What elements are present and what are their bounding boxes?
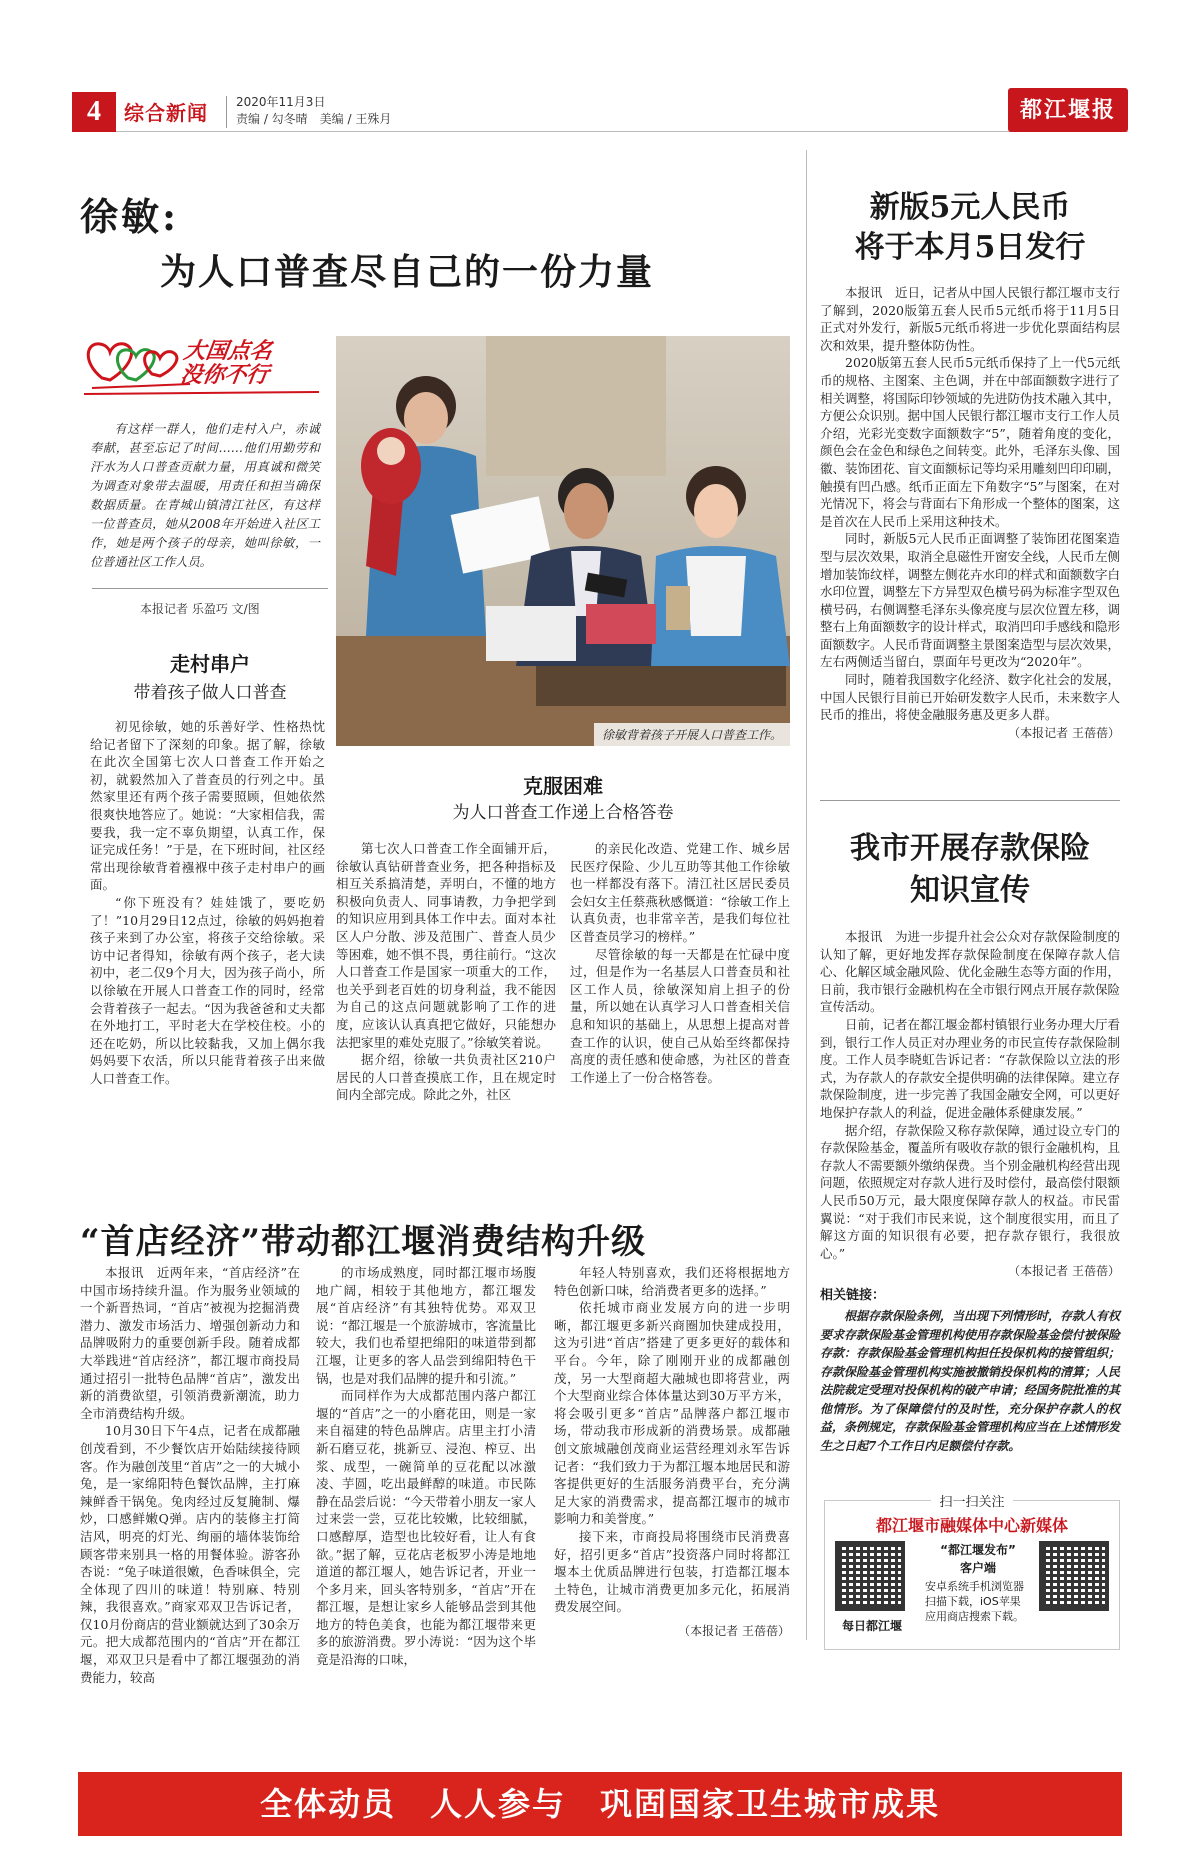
campaign-slogan xyxy=(179,340,274,388)
paragraph: 年轻人特别喜欢，我们还将根据地方特色创新口味，给消费者更多的选择。” xyxy=(554,1265,790,1298)
related-heading: 相关链接： xyxy=(820,1288,886,1303)
qr-app-name: “都江堰发布” xyxy=(940,1543,1016,1557)
deposit-headline-2: 知识宣传 xyxy=(910,873,1030,908)
qr-left-label: 每日都江堰 xyxy=(841,1619,902,1633)
paragraph: “你下班没有？娃娃饿了，要吃奶了！”10月29日12点过，徐敏的妈妈抱着孩子来到了办公室，将孩子交给徐敏。采访中记者得知，徐敏有两个孩子，老大读初中，老二仅9个月大，因为孩子尚小，所以徐敏在开展人口普查工作的同时，经常会背着孩子一起去。“因为我爸爸和丈夫都在外地打工，平时老大在学校住校。小的还在吃奶，所以比较黏我，又加上偶尔我妈妈要下农活，所以只能背着孩子出来做人口普查工作。 xyxy=(90,894,325,1086)
shop-column-1 xyxy=(80,1264,300,1686)
feature-photo xyxy=(336,336,790,746)
rmb-rule xyxy=(820,800,1120,801)
paragraph: 本报讯 近日，记者从中国人民银行都江堰市支行了解到，2020版第五套人民币5元纸币将于11月5日正式对外发行，新版5元纸币将进一步优化票面结构层次和效果，提升整体防伪性。 xyxy=(820,285,1121,353)
paragraph: 的亲民化改造、党建工作、城乡居民医疗保险、少儿互助等其他工作徐敏也一样都没有落下。清江社区居民委员会妇女主任蔡燕秋感慨道：“徐敏工作上认真负责，也非常辛苦，是我们每位社区普查员学习的榜样。” xyxy=(570,841,790,944)
section-title: 综合新闻 xyxy=(124,101,208,125)
deposit-headline xyxy=(820,828,1120,912)
paragraph: 据介绍，徐敏一共负责社区210户居民的人口普查摸底工作，且在规定时间内全部完成。除此之外，社区 xyxy=(336,1052,556,1103)
paragraph: 本报讯 近两年来，“首店经济”在中国市场持续升温。作为服务业领域的一个新晋热词，“首店”被视为挖掘消费潜力、激发市场活力、增强创新动力和品牌吸附力的重要创新手段。随着成都大举践进“首店经济”，都江堰市商投局通过招引一批特色品牌“首店”，激发出新的消费欲望，引领消费新潮流，助力全市消费结构升级。 xyxy=(80,1265,300,1421)
paragraph: 依托城市商业发展方向的进一步明晰，都江堰更多新兴商圈加快建成投用，这为引进“首店”搭建了更多更好的载体和平台。今年，除了刚刚开业的成都融创茂，另一大型商超大融城也即将营业，两个大型商业综合体体量达到30万平方米，将会吸引更多“首店”品牌落户都江堰市场，带动我市形成新的消费场景。成都融创文旅城融创茂商业运营经理刘永军告诉记者：“我们致力于为都江堰本地居民和游客提供更好的生活服务消费平台，充分满足大家的消费需求，提高都江堰市的城市影响力和美誉度。” xyxy=(554,1300,790,1527)
feature-name-line: 徐敏: xyxy=(80,194,180,239)
qr-code-right[interactable] xyxy=(1039,1541,1109,1611)
paragraph: 本报讯 为进一步提升社会公众对存款保险制度的认知了解，更好地发挥存款保险制度在保障存款人信心、化解区域金融风险、优化金融生态等方面的作用，日前，我市银行金融机构在全市银行网点开展存款保险宣传活动。 xyxy=(820,929,1121,1015)
qr-app-sub: 客户端 xyxy=(959,1561,996,1575)
intro-rule xyxy=(92,588,328,589)
census-photo-illustration xyxy=(336,336,790,746)
rmb-headline-2: 将于本月5日发行 xyxy=(854,230,1086,265)
deposit-headline-1: 我市开展存款保险 xyxy=(850,831,1090,866)
feature-column-1 xyxy=(90,718,325,1087)
shop-column-3 xyxy=(554,1264,790,1639)
paragraph: 尽管徐敏的每一天都是在忙碌中度过，但是作为一名基层人口普查员和社区工作人员，徐敏深知肩上担子的份量，所以她在认真学习人口普查相关信息和知识的基础上，从思想上提高对普查工作的认识，使自己从始至终都保持高度的责任感和使命感，为社区的普查工作递上了一份合格答卷。 xyxy=(570,946,790,1085)
masthead-divider xyxy=(226,96,227,128)
rmb-headline-1: 新版5元人民币 xyxy=(869,190,1071,225)
qr-code-left[interactable] xyxy=(835,1541,905,1611)
rmb-headline xyxy=(820,188,1120,268)
paragraph: 初见徐敏，她的乐善好学、性格热忱给记者留下了深刻的印象。据了解，徐敏在此次全国第七次人口普查工作开始之初，就毅然加入了普查员的行列之中。虽然家里还有两个孩子需要照顾，但她依然很爽快地答应了。她说：“大家相信我，需要我，我一定不辜负期望，认真工作，保证完成任务！”于是，在下班时间，社区经常出现徐敏背着襁褓中孩子走村串户的画面。 xyxy=(90,719,325,893)
column-divider xyxy=(806,150,807,1640)
issue-editors: 责编 / 勾冬晴 美编 / 王殊月 xyxy=(236,112,392,126)
feature-intro: 有这样一群人，他们走村入户，赤诚奉献，甚至忘记了时间……他们用勤劳和汗水为人口普查贡献力量，用真诚和微笑为调查对象带去温暖，用责任和担当确保数据质量。在青城山镇清江社区，有这样一位普查员，她从2008年开始进入社区工作，她是两个孩子的母亲，她叫徐敏，一位普通社区工作人员。 xyxy=(90,422,320,569)
paragraph: 第七次人口普查工作全面铺开后，徐敏认真钻研普查业务，把各种指标及相互关系搞清楚，弄明白，不懂的地方积极向负责人、同事请教，力争把学到的知识应用到具体工作中去。面对本社区人户分散、涉及范围广、普查人员少等困难，她不惧不畏，勇往前行。“这次人口普查工作是国家一项重大的工作，也关乎到老百姓的切身利益，我不能因为自己的这点问题就影响了工作的进度，应该认认真真把它做好，只能想办法把家里的难处克服了。”徐敏笑着说。 xyxy=(336,841,556,1050)
qr-panel xyxy=(824,1495,1120,1650)
feature-subhead-1: 走村串户 xyxy=(170,652,250,676)
paragraph: 接下来，市商投局将围绕市民消费喜好，招引更多“首店”投资落户同时将都江堰本土优质品牌进行包装，打造都江堰本土特色，让城市消费更加多元化，拓展消费发展空间。 xyxy=(554,1528,790,1615)
feature-subhead-2-sub: 为人口普查工作递上合格答卷 xyxy=(452,803,674,823)
qr-panel-title: 都江堰市融媒体中心新媒体 xyxy=(875,1516,1068,1535)
paragraph: 日前，记者在都江堰金都村镇银行业务办理大厅看到，银行工作人员正对办理业务的市民宣传存款保险制度。工作人员李晓虹告诉记者：“存款保险以立法的形式，为存款人的存款安全提供明确的法律保障。建立存款保险制度，进一步完善了我国金融安全网，可以更好地保护存款人的利益，促进金融体系健康发展。” xyxy=(820,1016,1121,1120)
shop-headline: “首店经济”带动都江堰消费结构升级 xyxy=(80,1222,647,1262)
masthead xyxy=(72,92,1128,132)
feature-column-2 xyxy=(336,840,556,1104)
photo-caption: 徐敏背着孩子开展人口普查工作。 xyxy=(594,723,790,746)
rmb-body xyxy=(820,284,1120,741)
feature-headline: 为人口普查尽自己的一份力量 xyxy=(160,252,655,293)
paragraph: 2020版第五套人民币5元纸币保持了上一代5元纸币的规格、主图案、主色调，并在中部面额数字进行了相关调整，将国际印钞领域的先进防伪技术融入其中，方便公众识别。据中国人民银行都江堰市支行工作人员介绍，光彩光变数字面额数字“5”，随着角度的变化，颜色会在金色和绿色之间转变。此外，毛泽东头像、国徽、装饰团花、盲文面额标记等均采用雕刻凹印印刷，触摸有凹凸感。纸币正面左下角数字“5”与图案，在对光情况下，将会与背面右下角形成一个整体的图案，这是首次在人民币上采用这种技术。 xyxy=(820,355,1121,529)
related-text: 根据存款保险条例，当出现下列情形时，存款人有权要求存款保险基金管理机构使用存款保险基金偿付被保险存款：存款保险基金管理机构担任投保机构的接管组织；存款保险基金管理机构实施被撤销投保机构的清算；人民法院裁定受理对投保机构的破产申请；经国务院批准的其他情形。为了保障偿付的及时性，充分保护存款人的权益，条例规定，存款保险基金管理机构应当在上述情形发生之日起7个工作日内足额偿付存款。 xyxy=(820,1309,1121,1453)
feature-column-3 xyxy=(570,840,790,1086)
campaign-slogan-2: 没你不行 xyxy=(178,363,271,388)
paragraph: 同时，随着我国数字化经济、数字化社会的发展，中国人民银行目前已开始研发数字人民币，未来数字人民币的推出，将使金融服务惠及更多人群。 xyxy=(820,672,1121,723)
issue-meta xyxy=(236,94,391,128)
paragraph: 同时，新版5元人民币正面调整了装饰团花图案造型与层次效果，取消全息磁性开窗安全线，人民币左侧增加装饰纹样，调整左侧花卉水印的样式和面额数字白水印位置，调整左下方异型双色横号码为标准字型双色横号码，右侧调整毛泽东头像亮度与层次位置左移，调整右上角面额数字的设计样式，取消凹印手感线和隐形面额数字。人民币背面调整主景图案造型与层次效果，左右两侧适当留白，票面年号更改为“2020年”。 xyxy=(820,531,1121,670)
qr-app-desc: 安卓系统手机浏览器扫描下载，iOS苹果应用商店搜索下载。 xyxy=(925,1580,1024,1623)
shop-column-2 xyxy=(316,1264,536,1669)
hearts-icon xyxy=(82,328,192,392)
related-box xyxy=(820,1284,1120,1455)
paper-logo: 都江堰报 xyxy=(1008,88,1128,132)
paragraph: 的市场成熟度，同时都江堰市场腹地广阔，相较于其他地方，都江堰发展“首店经济”有其独特优势。邓双卫说：“都江堰是一个旅游城市，客流量比较大，我们也希望把绵阳的味道带到都江堰，让更多的客人品尝到绵阳特色干锅，也是对我们品牌的提升和引流。” xyxy=(316,1265,536,1386)
paragraph: 而同样作为大成都范围内落户都江堰的“首店”之一的小磨花田，则是一家来自福建的特色品牌店。店里主打小清新石磨豆花，挑新豆、浸泡、榨豆、出浆、成型，一碗简单的豆花配以冰激凌、芋圆，吃出最鲜醇的味道。市民陈静在品尝后说：“今天带着小朋友一家人过来尝一尝，豆花比较嫩，比较细腻，口感醇厚，造型也比较好看，让人有食欲。”据了解，豆花店老板罗小涛是地地道道的都江堰人，她告诉记者，开业一个多月来，回头客特别多，“首店”开在都江堰，是想让家乡人能够品尝到其他地方的特色美食，也能为都江堰带来更多的旅游消费。罗小涛说：“因为这个毕竟是沿海的口味， xyxy=(316,1388,536,1668)
slogan-underline xyxy=(84,390,319,398)
feature-byline: 本报记者 乐盈巧 文/图 xyxy=(140,602,260,616)
bottom-banner: 全体动员 人人参与 巩固国家卫生城市成果 xyxy=(78,1772,1122,1836)
qr-scan-title: 扫一扫关注 xyxy=(931,1495,1012,1510)
deposit-byline: （本报记者 王蓓蓓） xyxy=(1008,1264,1120,1279)
rmb-byline: （本报记者 王蓓蓓） xyxy=(1008,725,1120,740)
paragraph: 据介绍，存款保险又称存款保障，通过设立专门的存款保险基金，覆盖所有吸收存款的银行金融机构，且存款人不需要额外缴纳保费。当个别金融机构经营出现问题，依照规定对存款人进行及时偿付，最高偿付限额人民币50万元，最大限度保障存款人的权益。市民雷翼说：“对于我们市民来说，这个制度很实用，而且了解这方面的知识很有必要，把存款存银行，我很放心。” xyxy=(820,1122,1121,1261)
issue-date: 2020年11月3日 xyxy=(236,95,326,109)
shop-byline: （本报记者 王蓓蓓） xyxy=(678,1623,790,1638)
feature-subhead-2: 克服困难 xyxy=(523,774,603,798)
feature-subhead-1-sub: 带着孩子做人口普查 xyxy=(133,683,287,703)
page-number: 4 xyxy=(72,92,116,132)
paragraph: 10月30日下午4点，记者在成都融创茂看到，不少餐饮店开始陆续接待顾客。作为融创茂里“首店”之一的大城小兔，是一家绵阳特色餐饮品牌，主打麻辣鲜香干锅兔。兔肉经过反复腌制、爆炒，口感鲜嫩Q弹。店内的装修主打简洁风，明亮的灯光、绚丽的墙体装饰给顾客带来别具一格的用餐体验。游客孙杏说：“兔子味道很嫩，色香味俱全，完全体现了四川的味道！特别麻、特别辣，我很喜欢。”商家邓双卫告诉记者，仅10月份商店的营业额就达到了30余万元。把大成都范围内的“首店”开在都江堰，邓双卫只是看中了都江堰强劲的消费能力，较高 xyxy=(80,1423,300,1685)
campaign-slogan-1: 大国点名 xyxy=(182,339,274,364)
